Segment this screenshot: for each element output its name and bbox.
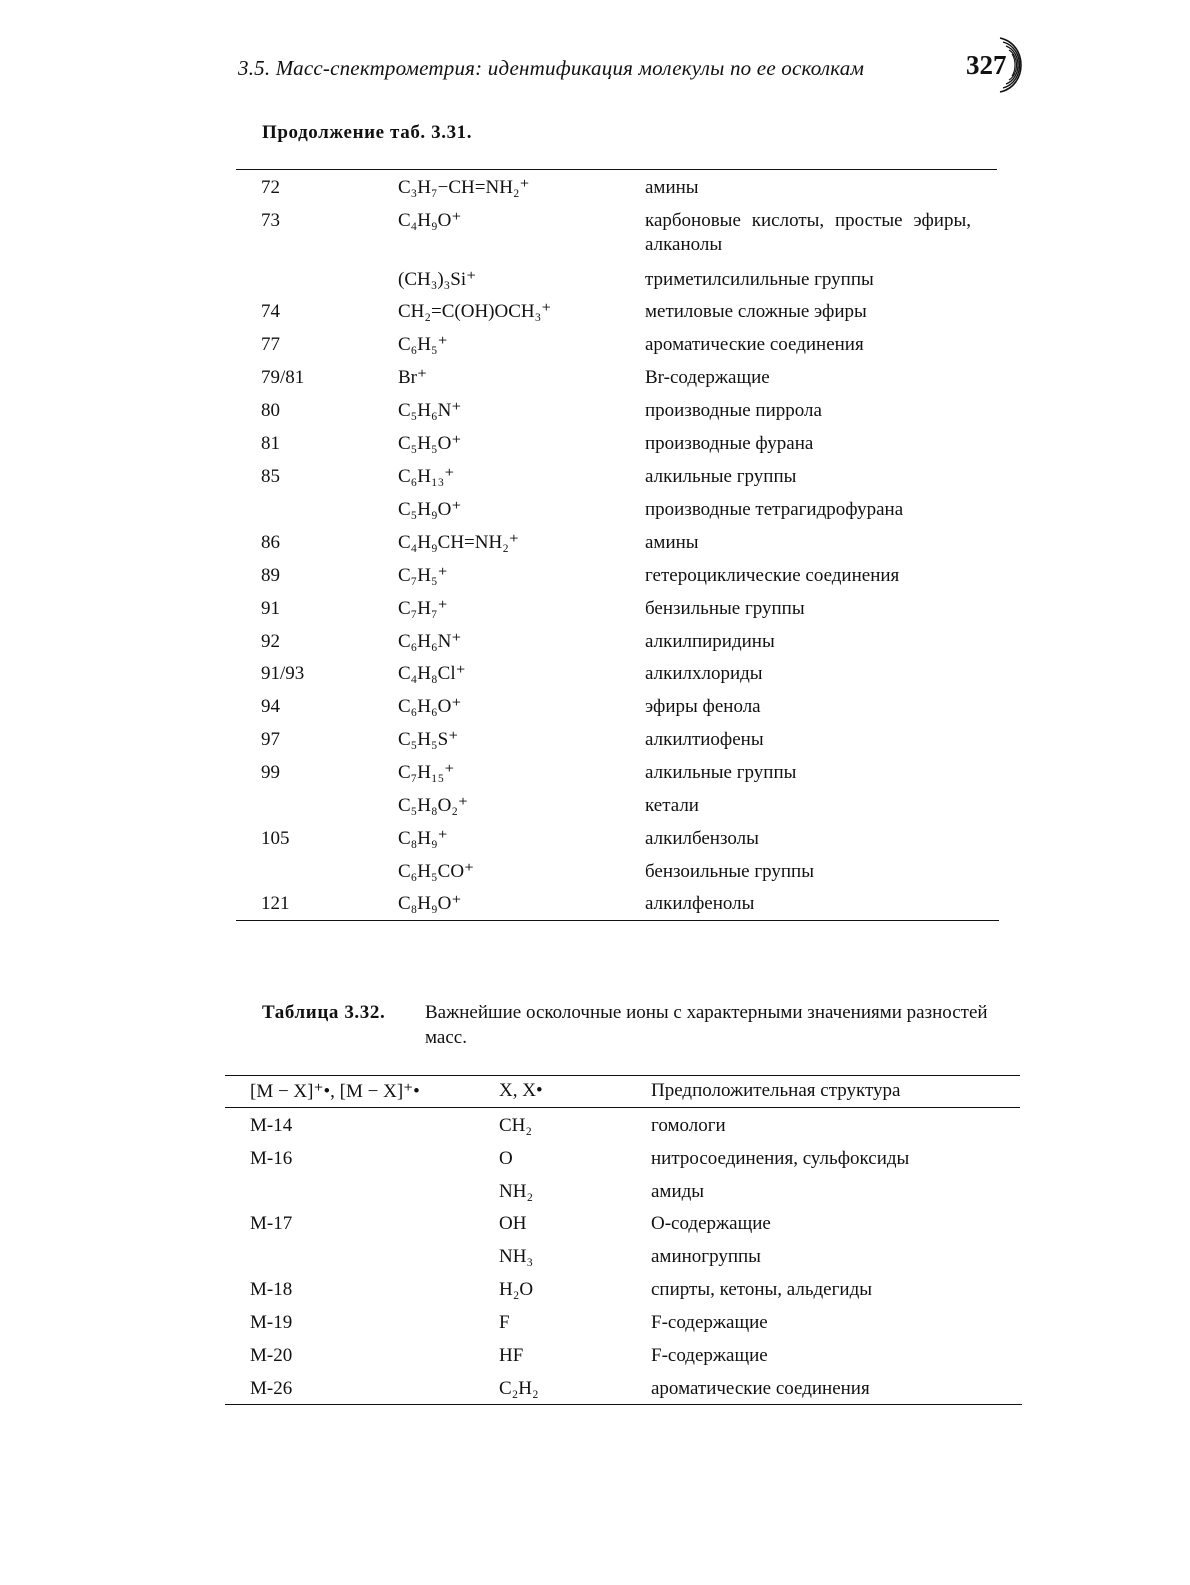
page-curl-ornament	[998, 34, 1032, 96]
mz-value: 81	[261, 433, 280, 454]
compound-class: карбоновые кислоты, простые эфиры, алканолы	[645, 210, 971, 255]
mz-value: 72	[261, 177, 280, 198]
ion-formula: C₅H₅O⁺	[398, 433, 462, 454]
ion-formula: C₆H₁₃⁺	[398, 466, 455, 487]
ion-formula: Br⁺	[398, 367, 428, 388]
page-header	[238, 52, 1038, 102]
lost-fragment: NH₃	[499, 1246, 534, 1267]
mz-value: 99	[261, 762, 280, 783]
lost-fragment: F	[499, 1312, 510, 1333]
table-332-caption-label: Таблица 3.32.	[262, 1002, 386, 1023]
ion-formula: CH₂=C(OH)OCH₃⁺	[398, 301, 552, 322]
table-332-caption-text: Важнейшие осколочные ионы с характерными значениями разностей масс.	[425, 1002, 988, 1048]
probable-structure: ароматические соединения	[651, 1378, 870, 1399]
mz-value: 91	[261, 598, 280, 619]
mass-difference: M-18	[250, 1279, 293, 1300]
mz-value: 80	[261, 400, 280, 421]
mz-value: 91/93	[261, 663, 305, 684]
mz-value: 94	[261, 696, 280, 717]
table-332-bottom-rule	[225, 1404, 1022, 1405]
ion-formula: C₅H₆N⁺	[398, 400, 462, 421]
mz-value: 73	[261, 210, 280, 231]
ion-formula: C₄H₉O⁺	[398, 210, 462, 231]
ion-formula: C₅H₅S⁺	[398, 729, 459, 750]
table-332-header-x: X, X•	[499, 1080, 543, 1101]
compound-class: амины	[645, 532, 699, 553]
lost-fragment: C₂H₂	[499, 1378, 539, 1399]
table-332-header-structure: Предположительная структура	[651, 1080, 901, 1101]
ion-formula: C₈H₉⁺	[398, 828, 448, 849]
mass-difference: M-19	[250, 1312, 293, 1333]
lost-fragment: H₂O	[499, 1279, 534, 1300]
compound-class: бензоильные группы	[645, 861, 814, 882]
table-332-top-rule	[225, 1075, 1020, 1076]
ion-formula: C₄H₉CH=NH₂⁺	[398, 532, 519, 553]
compound-class: алкилхлориды	[645, 663, 763, 684]
probable-structure: аминогруппы	[651, 1246, 761, 1267]
ion-formula: C₆H₅⁺	[398, 334, 448, 355]
compound-class: триметилсилильные группы	[645, 269, 874, 290]
compound-class: метиловые сложные эфиры	[645, 301, 867, 322]
probable-structure: F-содержащие	[651, 1312, 768, 1333]
page-number: 327	[966, 50, 1007, 80]
lost-fragment: CH₂	[499, 1115, 533, 1136]
ion-formula: C₆H₆O⁺	[398, 696, 462, 717]
mz-value: 85	[261, 466, 280, 487]
compound-class: амины	[645, 177, 699, 198]
mz-value: 79/81	[261, 367, 305, 388]
compound-class: гетероциклические соединения	[645, 565, 900, 586]
ion-formula: C₆H₆N⁺	[398, 631, 462, 652]
mz-value: 86	[261, 532, 280, 553]
table-332-header-mx: [M − X]⁺•, [M − X]⁺•	[250, 1081, 420, 1102]
lost-fragment: O	[499, 1148, 513, 1169]
mass-difference: M-16	[250, 1148, 293, 1169]
probable-structure: F-содержащие	[651, 1345, 768, 1366]
mass-difference: M-26	[250, 1378, 293, 1399]
ion-formula: C₇H₅⁺	[398, 565, 448, 586]
mz-value: 77	[261, 334, 280, 355]
mz-value: 74	[261, 301, 280, 322]
ion-formula: C₅H₈O₂⁺	[398, 795, 469, 816]
compound-class: кетали	[645, 795, 699, 816]
ion-formula: C₄H₈Cl⁺	[398, 663, 466, 684]
compound-class: алкильные группы	[645, 762, 797, 783]
mz-value: 92	[261, 631, 280, 652]
ion-formula: C₇H₁₅⁺	[398, 762, 455, 783]
compound-class: алкилфенолы	[645, 893, 755, 914]
compound-class: Br-содержащие	[645, 367, 770, 388]
compound-class: производные тетрагидрофурана	[645, 499, 904, 520]
ion-formula: C₆H₅CO⁺	[398, 861, 475, 882]
mass-difference: M-14	[250, 1115, 293, 1136]
compound-class: алкильные группы	[645, 466, 797, 487]
ion-formula: C₈H₉O⁺	[398, 893, 462, 914]
ion-formula: C₃H₇−CH=NH₂⁺	[398, 177, 530, 198]
mass-difference: M-20	[250, 1345, 293, 1366]
mz-value: 89	[261, 565, 280, 586]
mz-value: 97	[261, 729, 280, 750]
running-title: 3.5. Масс-спектрометрия: идентификация молекулы по ее осколкам	[238, 56, 865, 80]
probable-structure: нитросоединения, сульфоксиды	[651, 1148, 910, 1169]
compound-class: производные фурана	[645, 433, 814, 454]
mz-value: 121	[261, 893, 290, 914]
probable-structure: амиды	[651, 1181, 705, 1202]
mass-difference: M-17	[250, 1213, 293, 1234]
table-332-header-rule	[225, 1107, 1020, 1108]
table-331-caption: Продолжение таб. 3.31.	[262, 122, 473, 143]
compound-class: производные пиррола	[645, 400, 822, 421]
probable-structure: гомологи	[651, 1115, 726, 1136]
compound-class: ароматические соединения	[645, 334, 864, 355]
compound-class: алкилпиридины	[645, 631, 775, 652]
ion-formula: C₅H₉O⁺	[398, 499, 462, 520]
compound-class: бензильные группы	[645, 598, 805, 619]
table-331-top-rule	[236, 169, 997, 170]
lost-fragment: OH	[499, 1213, 527, 1234]
compound-class: эфиры фенола	[645, 696, 761, 717]
mz-value: 105	[261, 828, 290, 849]
ion-formula: (CH₃)₃Si⁺	[398, 269, 477, 290]
table-331-bottom-rule	[236, 920, 999, 921]
probable-structure: спирты, кетоны, альдегиды	[651, 1279, 873, 1300]
compound-class: алкилтиофены	[645, 729, 764, 750]
ion-formula: C₇H₇⁺	[398, 598, 448, 619]
probable-structure: O-содержащие	[651, 1213, 771, 1234]
compound-class: алкилбензолы	[645, 828, 759, 849]
lost-fragment: HF	[499, 1345, 524, 1366]
lost-fragment: NH₂	[499, 1181, 534, 1202]
